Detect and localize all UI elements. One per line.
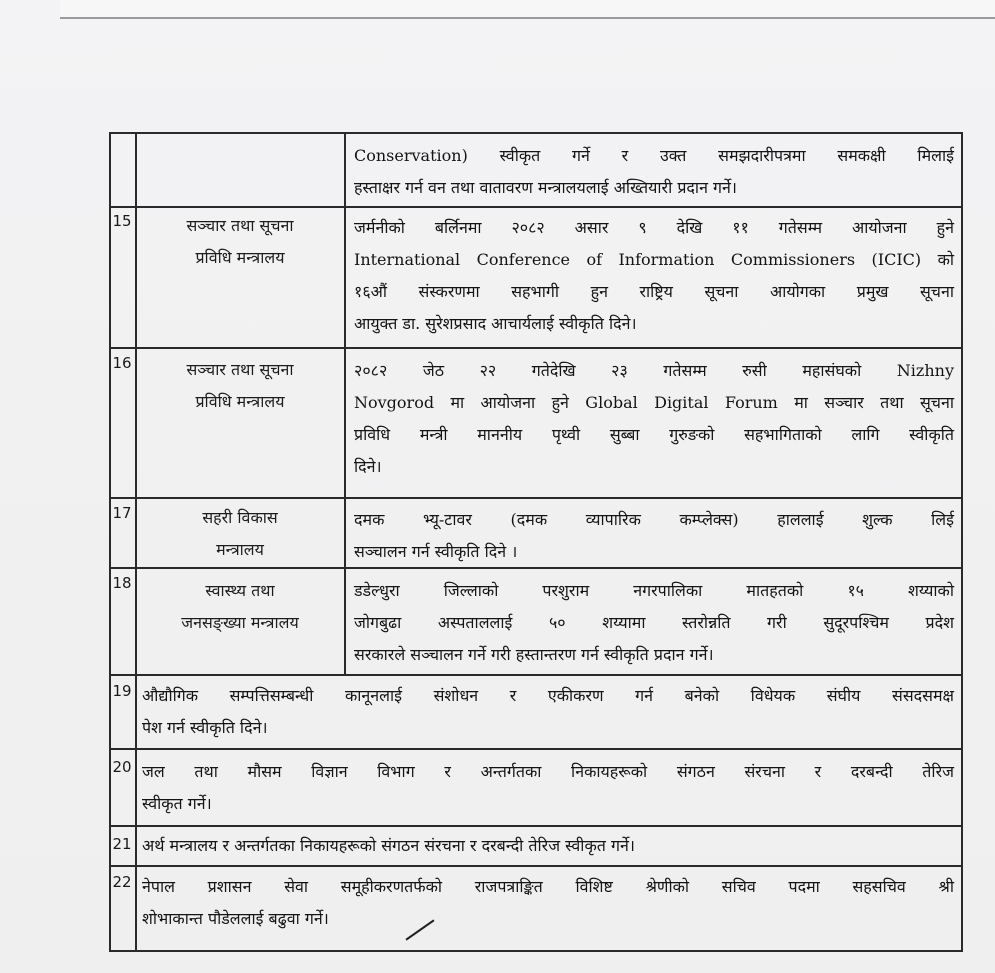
row-line-17: [109, 497, 963, 499]
row-line-15: [109, 206, 963, 208]
row-22-text-line: नेपाल प्रशासन सेवा समूहीकरणतर्फको राजपत्राङ्कित विशिष्ट श्रेणीको सचिव पदमा सहसचिव श्री: [142, 877, 954, 896]
row-17-text: [354, 504, 954, 568]
row-19-text: [142, 680, 954, 744]
row-line-20: [109, 748, 963, 750]
row-21-text-line: अर्थ मन्त्रालय र अन्तर्गतका निकायहरूको संगठन संरचना र दरबन्दी तेरिज स्वीकृत गर्ने।: [142, 836, 635, 855]
row-number: 16: [112, 354, 132, 372]
row-number: 18: [112, 574, 132, 592]
row-19-text-line: पेश गर्न स्वीकृति दिने।: [142, 718, 268, 737]
row-15-ministry: [140, 210, 340, 274]
row-16-text-line: प्रविधि मन्त्री माननीय पृथ्वी सुब्बा गुरुङको सहभागिताको लागि स्वीकृति: [354, 425, 954, 444]
row-16-text-line: Novgorod मा आयोजना हुने Global Digital Forum मा सञ्चार तथा सूचना: [354, 393, 954, 412]
row-line-top: [109, 132, 963, 134]
row-line-16: [109, 347, 963, 349]
row-number: 17: [112, 504, 132, 522]
row-line-21: [109, 825, 963, 827]
row-number: 19: [112, 682, 132, 700]
row-19-text-line: औद्यौगिक सम्पत्तिसम्बन्धी कानूनलाई संशोधन र एकीकरण गर्न बनेको विधेयक संघीय संसदसमक्ष: [142, 686, 954, 705]
ministry-line: सहरी विकास: [202, 508, 278, 527]
row-17-text-line: दमक भ्यू-टावर (दमक व्यापारिक कम्प्लेक्स) हाललाई शुल्क लिई: [354, 510, 954, 529]
ministry-line: प्रविधि मन्त्रालय: [195, 248, 285, 267]
row-15-text-line: जर्मनीको बर्लिनमा २०८२ असार ९ देखि ११ गतेसम्म आयोजना हुने: [354, 218, 954, 237]
row-18-text-line: सरकारले सञ्चालन गर्ने गरी हस्तान्तरण गर्न स्वीकृति प्रदान गर्ने।: [354, 645, 714, 664]
row-22-text: [142, 871, 954, 935]
page-top-edge: [60, 0, 995, 19]
row-20-text-line: स्वीकृत गर्ने।: [142, 794, 212, 813]
row-18-ministry: [140, 575, 340, 639]
row-line-19: [109, 674, 963, 676]
row-16-text-line: दिने।: [354, 457, 382, 476]
row-16-text: [354, 355, 954, 483]
row-18-text-line: जोगबुढा अस्पताललाई ५० शय्यामा स्तरोन्नति गरी सुदूरपश्चिम प्रदेश: [354, 613, 954, 632]
row-0-text-line: Conservation) स्वीकृत गर्ने र उक्त समझदारीपत्रमा समकक्षी मिलाई: [354, 146, 954, 165]
ministry-line: सञ्चार तथा सूचना: [186, 360, 294, 379]
row-number: 20: [112, 758, 132, 776]
row-15-text: [354, 212, 954, 340]
table-left-border: [109, 132, 111, 952]
table-right-border: [961, 132, 963, 952]
ministry-line: स्वास्थ्य तथा: [205, 581, 275, 600]
decision-table: [82, 132, 982, 952]
table-divider-number: [135, 132, 137, 952]
row-line-22: [109, 865, 963, 867]
row-20-text: [142, 756, 954, 820]
row-17-text-line: सञ्चालन गर्न स्वीकृति दिने ।: [354, 542, 518, 561]
row-15-text-line: १६औं संस्करणमा सहभागी हुन राष्ट्रिय सूचना आयोगका प्रमुख सूचना: [354, 282, 954, 301]
row-20-text-line: जल तथा मौसम विज्ञान विभाग र अन्तर्गतका निकायहरूको संगठन संरचना र दरबन्दी तेरिज: [142, 762, 954, 781]
row-line-bottom: [109, 950, 963, 952]
row-16-ministry: [140, 354, 340, 418]
row-number: 21: [112, 835, 132, 853]
row-18-text: [354, 575, 954, 671]
row-number: 22: [112, 873, 132, 891]
row-21-text: [142, 830, 954, 862]
ministry-line: जनसङ्ख्या मन्त्रालय: [181, 613, 299, 632]
row-16-text-line: २०८२ जेठ २२ गतेदेखि २३ गतेसम्म रुसी महासंघको Nizhny: [354, 361, 954, 380]
row-0-text-line: हस्ताक्षर गर्न वन तथा वातावरण मन्त्रालयलाई अख्तियारी प्रदान गर्ने।: [354, 178, 737, 197]
ministry-line: मन्त्रालय: [216, 540, 264, 559]
row-number: 15: [112, 212, 132, 230]
ministry-line: सञ्चार तथा सूचना: [186, 216, 294, 235]
row-18-text-line: डडेल्धुरा जिल्लाको परशुराम नगरपालिका मातहतको १५ शय्याको: [354, 581, 954, 600]
table-divider-ministry: [344, 132, 346, 674]
ministry-line: प्रविधि मन्त्रालय: [195, 392, 285, 411]
row-15-text-line: आयुक्त डा. सुरेशप्रसाद आचार्यलाई स्वीकृति दिने।: [354, 314, 637, 333]
row-22-text-line: शोभाकान्त पौडेललाई बढुवा गर्ने।: [142, 909, 329, 928]
row-17-ministry: [140, 502, 340, 566]
row-0-text: [354, 140, 954, 204]
row-15-text-line: International Conference of Information Commissioners (ICIC) को: [354, 250, 954, 269]
